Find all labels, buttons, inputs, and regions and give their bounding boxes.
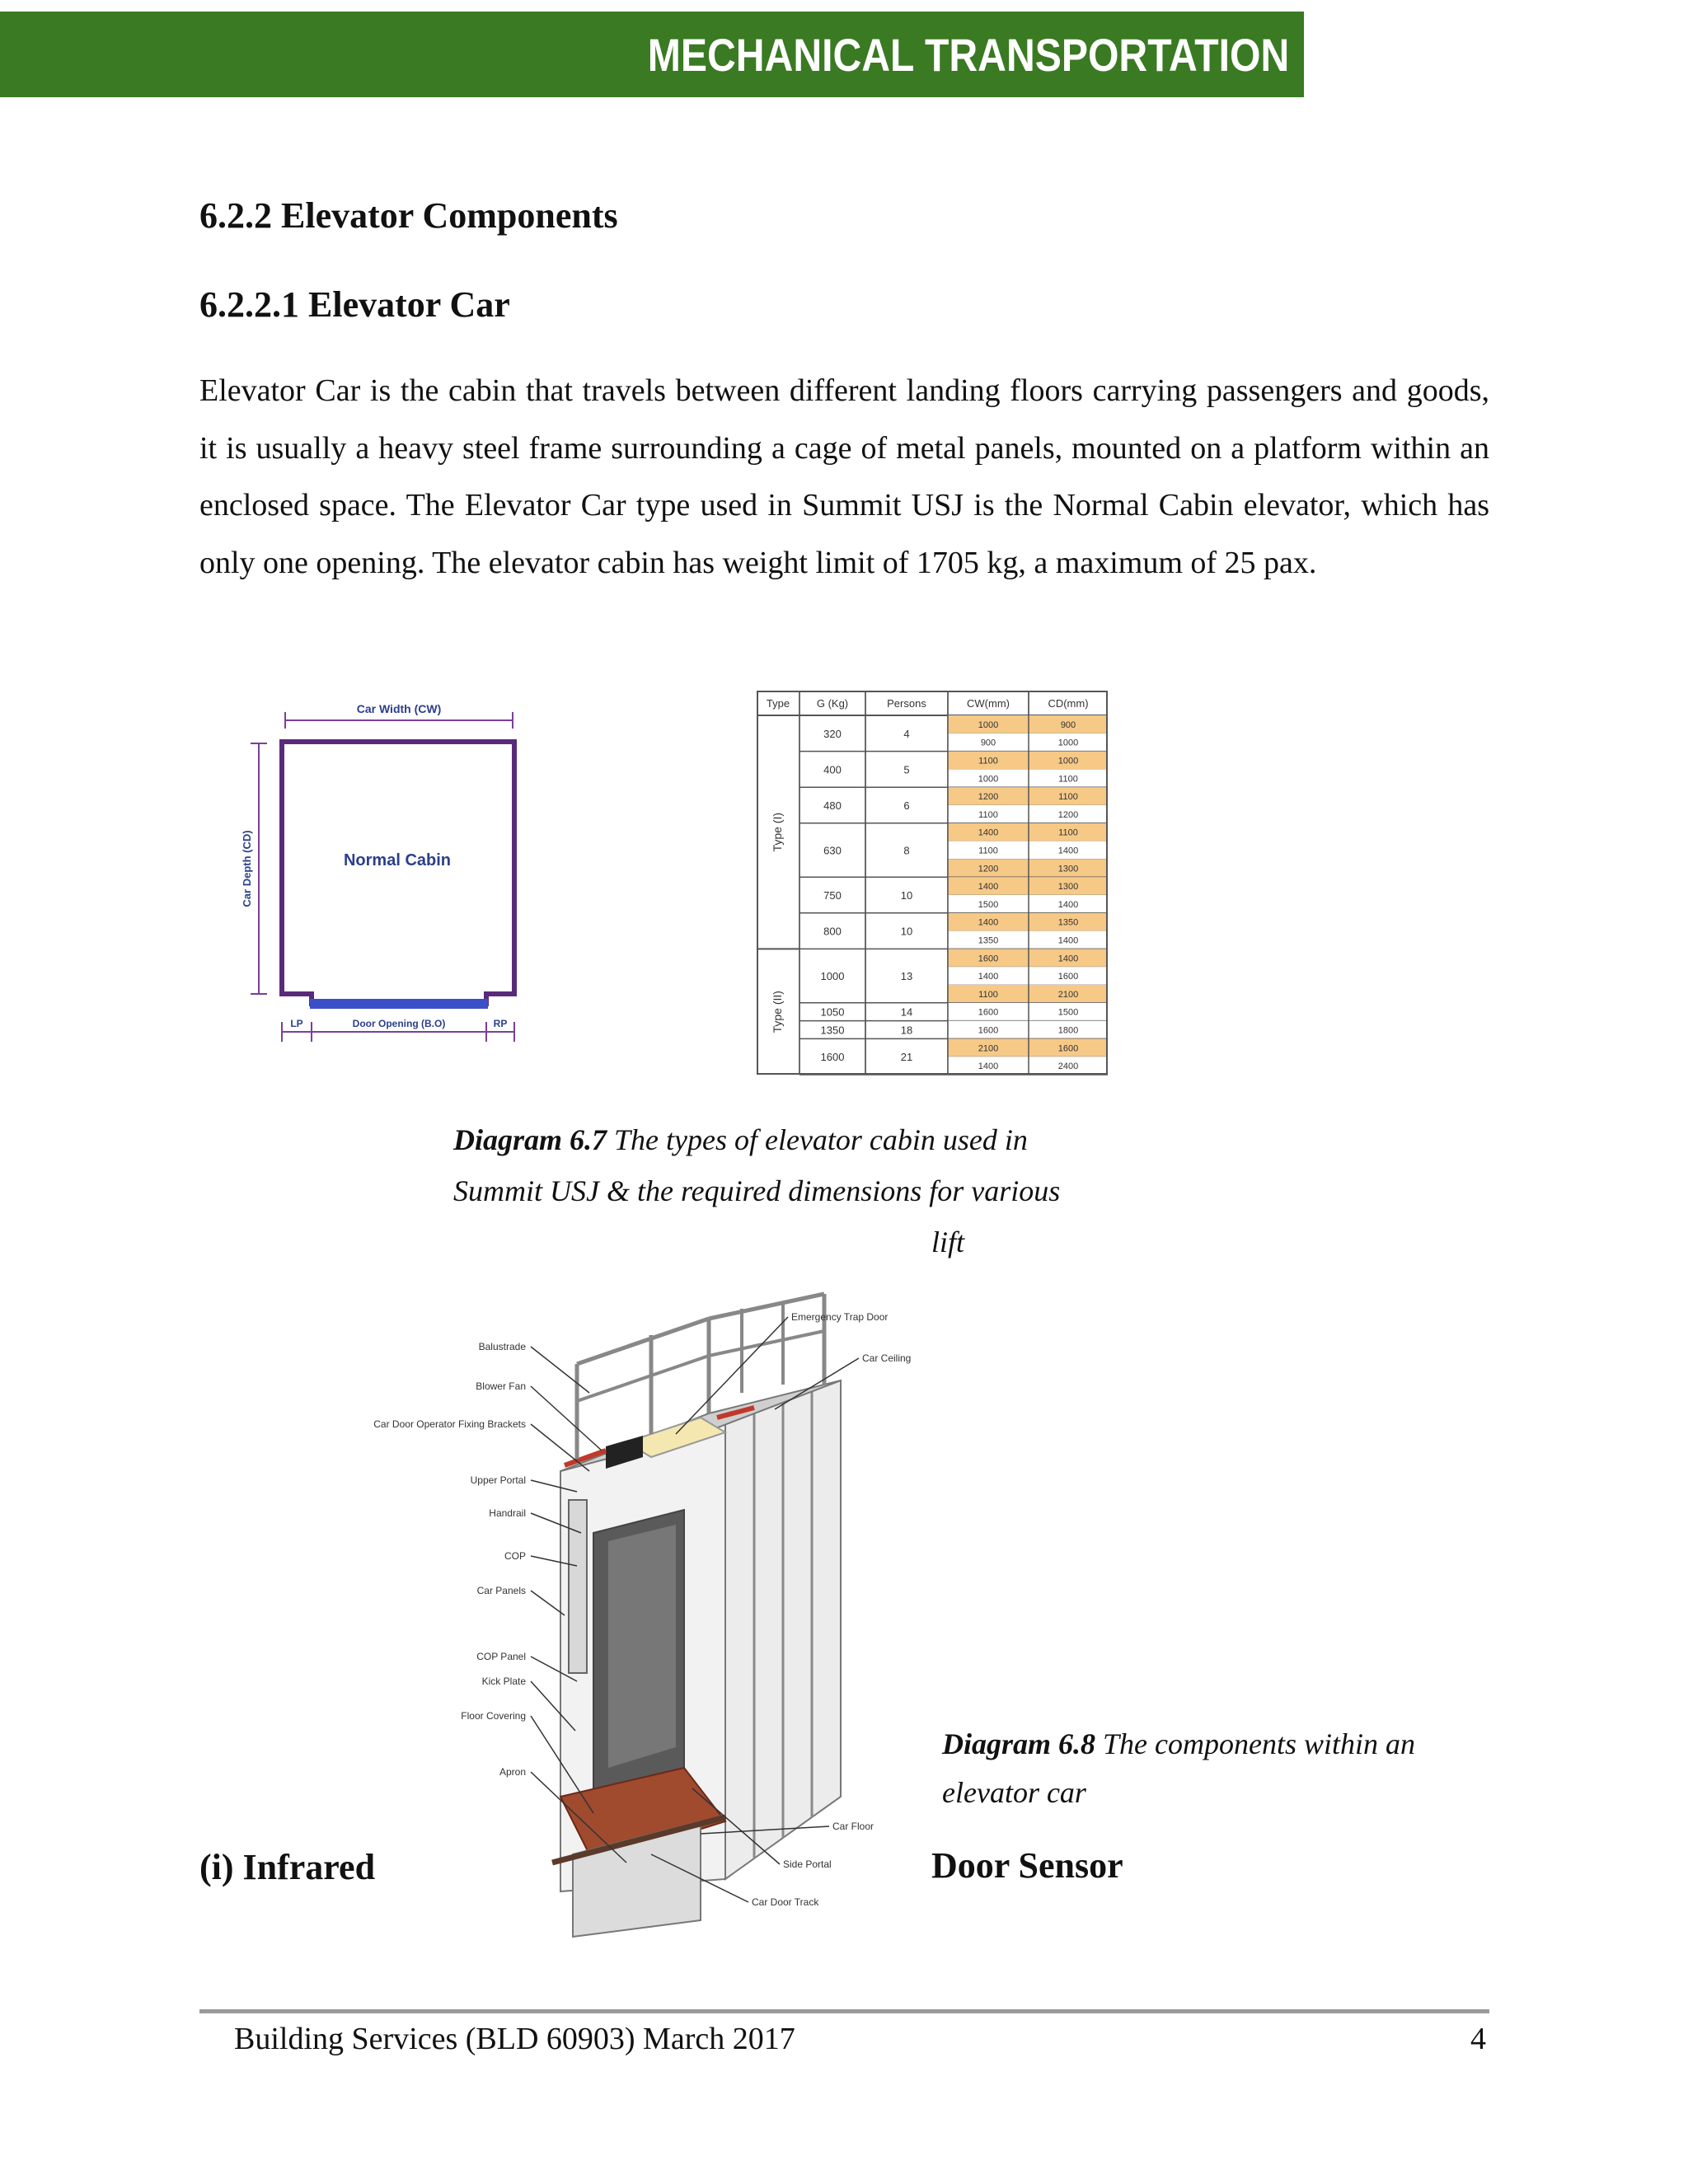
- table-cell-cw: 1400: [978, 917, 999, 928]
- table-cell-capacity: 480: [823, 799, 842, 812]
- footer-text: Building Services (BLD 60903) March 2017: [234, 2022, 795, 2056]
- body-paragraph: Elevator Car is the cabin that travels between different landing floors carrying passengers and goods, it is usually a heavy steel frame surrounding a cage of metal panels, mounted on a platform within an enclosed space. The Elevator Car type used in Summit USJ is the Normal Cabin elevator, which has only one opening. The elevator cabin has weight limit of 1705 kg, a maximum of 25 pax.: [199, 373, 1489, 580]
- table-dim-row-bg: [948, 823, 1108, 841]
- diagram-6-8-caption-text: The components within an: [1095, 1727, 1415, 1760]
- table-cell-cw: 1100: [978, 756, 998, 766]
- left-component-labels: [373, 1341, 526, 1778]
- diagram-6-8-caption-line-1: [942, 1718, 1415, 1769]
- diagram-6-7-caption-line-3: lift: [931, 1226, 965, 1258]
- table-cell-persons: 10: [900, 925, 913, 938]
- table-cell-cw: 1200: [978, 792, 999, 803]
- table-dim-row-bg: [948, 913, 1108, 931]
- table-dim-row-bg: [948, 931, 1108, 949]
- table-dim-row-bg: [948, 877, 1108, 895]
- table-cell-cw: 1100: [978, 846, 998, 856]
- component-label: Emergency Trap Door: [791, 1311, 889, 1323]
- table-cell-cd: 1300: [1057, 882, 1079, 893]
- table-dim-row-bg: [948, 1021, 1108, 1039]
- table-dim-row-bg: [948, 949, 1108, 967]
- door-sensor-heading: Door Sensor: [931, 1845, 1123, 1886]
- table-cell-cw: 1600: [978, 1007, 999, 1018]
- table-header-cell: Persons: [887, 697, 926, 710]
- component-label: Side Portal: [783, 1858, 832, 1870]
- table-cell-cw: 1000: [978, 774, 999, 785]
- table-cell-cw: 900: [980, 738, 996, 748]
- component-label: Apron: [499, 1766, 526, 1778]
- table-cell-persons: 13: [900, 970, 913, 983]
- car-depth-label: Car Depth (CD): [241, 830, 253, 907]
- table-cell-cd: 900: [1060, 719, 1076, 730]
- table-cell-persons: 8: [903, 844, 910, 857]
- component-label: Blower Fan: [476, 1380, 526, 1392]
- section-heading: 6.2.2 Elevator Components: [199, 195, 618, 236]
- table-dim-row-bg: [948, 859, 1108, 877]
- component-label: Car Door Track: [752, 1896, 819, 1908]
- table-cell-cw: 2100: [978, 1043, 999, 1054]
- table-group-label: Type (I): [771, 812, 784, 852]
- table-cell-cd: 1600: [1057, 1043, 1079, 1054]
- table-cell-cd: 2100: [1057, 989, 1079, 1000]
- normal-cabin-label: Normal Cabin: [343, 851, 452, 869]
- table-cell-cw: 1400: [978, 827, 999, 838]
- cabin-dimension-table: [757, 691, 1108, 1075]
- table-cell-cd: 1000: [1057, 738, 1079, 748]
- diagram-6-7-caption-text: The types of elevator cabin used in: [607, 1123, 1028, 1156]
- table-cell-cd: 1300: [1057, 864, 1079, 874]
- component-label: Upper Portal: [470, 1474, 526, 1486]
- header-title: MECHANICAL TRANSPORTATION: [647, 28, 1289, 81]
- table-dim-row-bg: [948, 769, 1108, 787]
- table-header-cell: G (Kg): [816, 697, 849, 710]
- table-dim-row-bg: [948, 985, 1108, 1003]
- table-cell-cw: 1600: [978, 1025, 999, 1036]
- table-cell-capacity: 630: [823, 844, 842, 857]
- table-dim-row-bg: [948, 841, 1108, 860]
- table-dim-row-bg: [948, 787, 1108, 805]
- table-header-cell: CD(mm): [1048, 697, 1089, 710]
- table-cell-cw: 1100: [978, 809, 998, 820]
- table-cell-persons: 5: [903, 763, 910, 776]
- table-header-cell: CW(mm): [967, 697, 1010, 710]
- table-cell-cd: 1100: [1058, 774, 1078, 785]
- table-dim-row-bg: [948, 895, 1108, 913]
- table-cell-cw: 1400: [978, 972, 999, 982]
- car-width-label: Car Width (CW): [356, 702, 442, 715]
- header-bar: [0, 12, 1304, 97]
- table-cell-cw: 1000: [978, 719, 999, 730]
- component-label: COP: [504, 1550, 526, 1562]
- lp-label: LP: [290, 1018, 303, 1029]
- table-cell-capacity: 750: [823, 889, 842, 902]
- subsection-heading: 6.2.2.1 Elevator Car: [199, 284, 510, 325]
- component-label: Car Floor: [832, 1821, 874, 1832]
- footer-rule: [199, 2009, 1489, 2013]
- table-cell-cd: 1400: [1057, 935, 1079, 946]
- table-cell-capacity: 1350: [820, 1024, 845, 1037]
- table-cell-persons: 6: [903, 799, 910, 812]
- table-dim-row-bg: [948, 805, 1108, 823]
- component-label: Kick Plate: [481, 1675, 526, 1687]
- table-cell-cd: 1500: [1057, 1007, 1079, 1018]
- table-cell-cd: 1400: [1057, 954, 1079, 964]
- table-dim-row-bg: [948, 1057, 1108, 1075]
- table-cell-cd: 1200: [1057, 809, 1079, 820]
- component-label: Floor Covering: [461, 1710, 526, 1722]
- table-dim-row-bg: [948, 967, 1108, 985]
- diagram-6-7-caption-line-2: Summit USJ & the required dimensions for various: [453, 1174, 1061, 1207]
- component-label: Balustrade: [478, 1341, 526, 1352]
- rp-label: RP: [493, 1018, 508, 1029]
- table-dim-row-bg: [948, 733, 1108, 752]
- table-cell-cd: 1800: [1057, 1025, 1079, 1036]
- table-dim-row-bg: [948, 752, 1108, 770]
- table-cell-capacity: 1050: [820, 1005, 845, 1019]
- cabin-outline: [282, 742, 514, 1004]
- infrared-heading: (i) Infrared: [199, 1847, 376, 1887]
- table-cell-cd: 1600: [1057, 972, 1079, 982]
- table-header-cell: Type: [766, 697, 790, 710]
- diagram-6-8-caption-line-2: elevator car: [942, 1776, 1086, 1809]
- table-cell-cd: 1100: [1058, 792, 1078, 803]
- table-cell-capacity: 1600: [820, 1051, 845, 1064]
- table-cell-cd: 1400: [1057, 899, 1079, 910]
- table-cell-persons: 4: [903, 727, 910, 740]
- table-cell-persons: 10: [900, 889, 913, 902]
- table-cell-persons: 21: [900, 1051, 913, 1064]
- table-cell-persons: 14: [900, 1005, 913, 1019]
- table-cell-persons: 18: [900, 1024, 913, 1037]
- table-cell-cd: 1350: [1057, 917, 1079, 928]
- page-number: 4: [1470, 2022, 1486, 2056]
- diagram-6-7-caption-line-1: [453, 1114, 1028, 1165]
- normal-cabin-plan-diagram: [239, 692, 519, 1055]
- table-cell-cd: 1000: [1057, 756, 1079, 766]
- component-label: Handrail: [489, 1507, 526, 1519]
- table-cell-cw: 1500: [978, 899, 999, 910]
- door-sill: [310, 999, 488, 1009]
- table-cell-cd: 1100: [1058, 827, 1078, 838]
- diagram-6-8-label: Diagram 6.8: [942, 1727, 1096, 1760]
- table-cell-cw: 1350: [978, 935, 999, 946]
- table-cell-capacity: 800: [823, 925, 842, 938]
- table-dim-row-bg: [948, 715, 1108, 733]
- table-cell-cw: 1100: [978, 989, 998, 1000]
- table-cell-cw: 1400: [978, 1062, 999, 1072]
- table-dim-row-bg: [948, 1038, 1108, 1057]
- door-opening-label: Door Opening (B.O): [352, 1018, 446, 1029]
- table-cell-cw: 1400: [978, 882, 999, 893]
- table-cell-capacity: 320: [823, 727, 842, 740]
- table-cell-cw: 1200: [978, 864, 999, 874]
- cop-panel: [569, 1500, 587, 1673]
- elevator-car-components-diagram: [373, 1286, 940, 1937]
- table-cell-capacity: 1000: [820, 970, 845, 983]
- diagram-6-7-label: Diagram 6.7: [453, 1123, 607, 1156]
- table-dim-row-bg: [948, 1003, 1108, 1021]
- component-label: COP Panel: [476, 1651, 526, 1662]
- component-label: Car Panels: [476, 1585, 526, 1596]
- component-label: Car Door Operator Fixing Brackets: [373, 1418, 526, 1430]
- table-group-label: Type (II): [771, 991, 784, 1033]
- table-cell-cw: 1600: [978, 954, 999, 964]
- component-label: Car Ceiling: [862, 1352, 912, 1364]
- table-cell-cd: 1400: [1057, 846, 1079, 856]
- table-cell-capacity: 400: [823, 763, 842, 776]
- table-cell-cd: 2400: [1057, 1062, 1079, 1072]
